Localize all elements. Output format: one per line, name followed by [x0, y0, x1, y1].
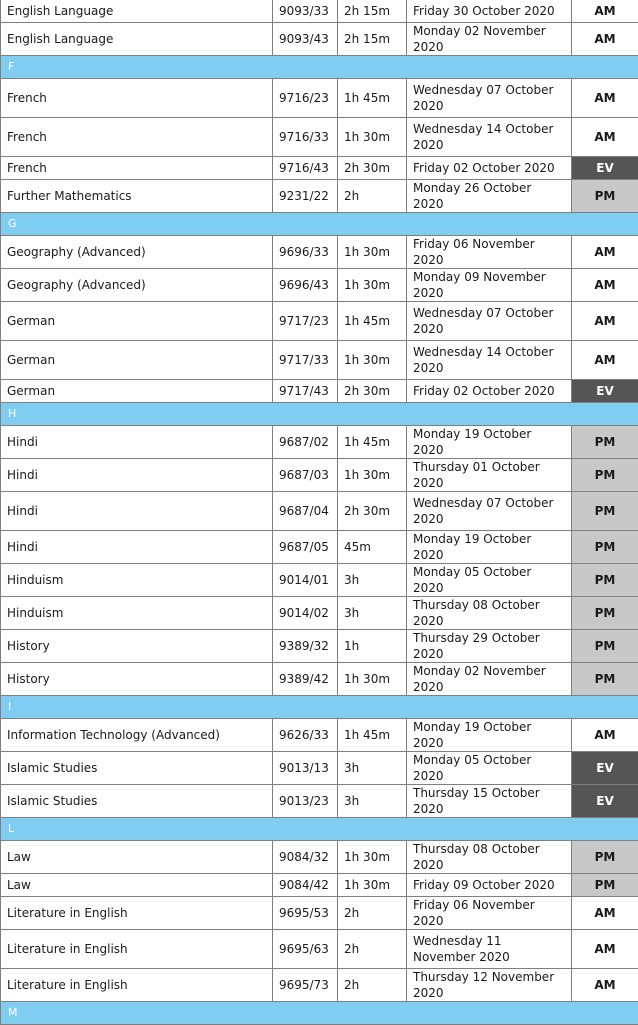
table-row	[1, 0, 638, 23]
session-badge: PM	[572, 597, 638, 630]
session-badge: PM	[572, 426, 638, 459]
date-cell: Monday 19 October 2020	[407, 426, 572, 459]
table-row	[1, 663, 638, 696]
subject-cell: Hinduism	[1, 564, 273, 597]
table-row	[1, 79, 638, 118]
session-badge: PM	[572, 564, 638, 597]
code-cell: 9626/33	[273, 719, 338, 752]
duration-cell: 3h	[338, 597, 407, 630]
subject-cell: Hindi	[1, 459, 273, 492]
date-cell: Friday 06 November 2020	[407, 897, 572, 930]
duration-cell: 1h 30m	[338, 874, 407, 897]
table-row	[1, 118, 638, 157]
session-badge: EV	[572, 752, 638, 785]
code-cell: 9687/04	[273, 492, 338, 531]
table-row	[1, 426, 638, 459]
date-cell: Wednesday 07 October 2020	[407, 492, 572, 531]
session-badge: AM	[572, 302, 638, 341]
code-cell: 9093/43	[273, 23, 338, 56]
code-cell: 9696/43	[273, 269, 338, 302]
subject-cell: Law	[1, 841, 273, 874]
duration-cell: 2h 15m	[338, 0, 407, 23]
code-cell: 9695/63	[273, 930, 338, 969]
duration-cell: 2h 30m	[338, 380, 407, 403]
subject-cell: German	[1, 302, 273, 341]
session-badge: AM	[572, 269, 638, 302]
table-row	[1, 841, 638, 874]
date-cell: Monday 09 November 2020	[407, 269, 572, 302]
duration-cell: 2h	[338, 897, 407, 930]
session-badge: AM	[572, 930, 638, 969]
code-cell: 9716/23	[273, 79, 338, 118]
subject-cell: Hinduism	[1, 597, 273, 630]
session-badge: AM	[572, 719, 638, 752]
duration-cell: 2h	[338, 180, 407, 213]
section-header-i	[1, 696, 638, 719]
table-row	[1, 897, 638, 930]
session-badge: AM	[572, 341, 638, 380]
date-cell: Friday 30 October 2020	[407, 0, 572, 23]
subject-cell: Islamic Studies	[1, 785, 273, 818]
date-cell: Thursday 08 October 2020	[407, 597, 572, 630]
date-cell: Wednesday 14 October 2020	[407, 341, 572, 380]
duration-cell: 3h	[338, 564, 407, 597]
date-cell: Friday 02 October 2020	[407, 380, 572, 403]
session-badge: AM	[572, 969, 638, 1002]
session-badge: EV	[572, 157, 638, 180]
code-cell: 9716/33	[273, 118, 338, 157]
duration-cell: 2h 30m	[338, 492, 407, 531]
date-cell: Thursday 15 October 2020	[407, 785, 572, 818]
date-cell: Monday 02 November 2020	[407, 23, 572, 56]
session-badge: EV	[572, 380, 638, 403]
subject-cell: Hindi	[1, 492, 273, 531]
section-header-f	[1, 56, 638, 79]
section-letter: F	[1, 56, 638, 79]
table-row	[1, 752, 638, 785]
code-cell: 9696/33	[273, 236, 338, 269]
subject-cell: Islamic Studies	[1, 752, 273, 785]
table-row	[1, 23, 638, 56]
duration-cell: 1h 30m	[338, 459, 407, 492]
duration-cell: 45m	[338, 531, 407, 564]
code-cell: 9717/33	[273, 341, 338, 380]
date-cell: Thursday 12 November 2020	[407, 969, 572, 1002]
code-cell: 9013/13	[273, 752, 338, 785]
code-cell: 9695/53	[273, 897, 338, 930]
section-header-l	[1, 818, 638, 841]
date-cell: Friday 02 October 2020	[407, 157, 572, 180]
date-cell: Wednesday 11 November 2020	[407, 930, 572, 969]
subject-cell: Hindi	[1, 426, 273, 459]
code-cell: 9231/22	[273, 180, 338, 213]
code-cell: 9687/02	[273, 426, 338, 459]
date-cell: Thursday 08 October 2020	[407, 841, 572, 874]
subject-cell: History	[1, 630, 273, 663]
code-cell: 9695/73	[273, 969, 338, 1002]
duration-cell: 1h 45m	[338, 426, 407, 459]
date-cell: Monday 05 October 2020	[407, 752, 572, 785]
subject-cell: French	[1, 118, 273, 157]
date-cell: Wednesday 07 October 2020	[407, 302, 572, 341]
date-cell: Thursday 29 October 2020	[407, 630, 572, 663]
table-row	[1, 341, 638, 380]
code-cell: 9013/23	[273, 785, 338, 818]
table-row	[1, 564, 638, 597]
code-cell: 9389/42	[273, 663, 338, 696]
date-cell: Monday 19 October 2020	[407, 719, 572, 752]
table-row	[1, 492, 638, 531]
session-badge: PM	[572, 492, 638, 531]
subject-cell: English Language	[1, 0, 273, 23]
section-letter: H	[1, 403, 638, 426]
subject-cell: Literature in English	[1, 930, 273, 969]
duration-cell: 1h 30m	[338, 663, 407, 696]
section-letter: I	[1, 696, 638, 719]
code-cell: 9389/32	[273, 630, 338, 663]
duration-cell: 1h 30m	[338, 841, 407, 874]
section-header-g	[1, 213, 638, 236]
subject-cell: Law	[1, 874, 273, 897]
subject-cell: French	[1, 157, 273, 180]
session-badge: AM	[572, 79, 638, 118]
subject-cell: Geography (Advanced)	[1, 236, 273, 269]
duration-cell: 1h 30m	[338, 236, 407, 269]
session-badge: PM	[572, 459, 638, 492]
duration-cell: 1h 45m	[338, 302, 407, 341]
session-badge: PM	[572, 874, 638, 897]
duration-cell: 2h 15m	[338, 23, 407, 56]
table-row	[1, 302, 638, 341]
duration-cell: 2h 30m	[338, 157, 407, 180]
table-row	[1, 785, 638, 818]
subject-cell: Hindi	[1, 531, 273, 564]
subject-cell: German	[1, 380, 273, 403]
duration-cell: 1h 30m	[338, 118, 407, 157]
subject-cell: English Language	[1, 23, 273, 56]
duration-cell: 2h	[338, 969, 407, 1002]
duration-cell: 1h	[338, 630, 407, 663]
duration-cell: 1h 30m	[338, 341, 407, 380]
code-cell: 9014/01	[273, 564, 338, 597]
duration-cell: 2h	[338, 930, 407, 969]
section-header-h	[1, 403, 638, 426]
table-row	[1, 874, 638, 897]
session-badge: PM	[572, 630, 638, 663]
table-row	[1, 269, 638, 302]
date-cell: Wednesday 14 October 2020	[407, 118, 572, 157]
code-cell: 9687/05	[273, 531, 338, 564]
subject-cell: Information Technology (Advanced)	[1, 719, 273, 752]
table-row	[1, 930, 638, 969]
duration-cell: 3h	[338, 785, 407, 818]
table-row	[1, 630, 638, 663]
code-cell: 9084/32	[273, 841, 338, 874]
subject-cell: French	[1, 79, 273, 118]
section-letter: L	[1, 818, 638, 841]
duration-cell: 3h	[338, 752, 407, 785]
section-letter: G	[1, 213, 638, 236]
table-row	[1, 459, 638, 492]
code-cell: 9084/42	[273, 874, 338, 897]
subject-cell: German	[1, 341, 273, 380]
session-badge: AM	[572, 118, 638, 157]
session-badge: EV	[572, 785, 638, 818]
table-row	[1, 597, 638, 630]
code-cell: 9014/02	[273, 597, 338, 630]
code-cell: 9717/43	[273, 380, 338, 403]
table-row	[1, 719, 638, 752]
date-cell: Monday 26 October 2020	[407, 180, 572, 213]
table-row	[1, 157, 638, 180]
table-row	[1, 236, 638, 269]
duration-cell: 1h 30m	[338, 269, 407, 302]
date-cell: Monday 02 November 2020	[407, 663, 572, 696]
code-cell: 9717/23	[273, 302, 338, 341]
session-badge: PM	[572, 841, 638, 874]
session-badge: AM	[572, 897, 638, 930]
code-cell: 9716/43	[273, 157, 338, 180]
duration-cell: 1h 45m	[338, 79, 407, 118]
section-header-m	[1, 1002, 638, 1025]
table-row	[1, 531, 638, 564]
code-cell: 9093/33	[273, 0, 338, 23]
subject-cell: Literature in English	[1, 969, 273, 1002]
duration-cell: 1h 45m	[338, 719, 407, 752]
subject-cell: Literature in English	[1, 897, 273, 930]
date-cell: Friday 06 November 2020	[407, 236, 572, 269]
timetable-body	[1, 0, 638, 1025]
session-badge: PM	[572, 531, 638, 564]
date-cell: Thursday 01 October 2020	[407, 459, 572, 492]
session-badge: PM	[572, 180, 638, 213]
session-badge: AM	[572, 236, 638, 269]
table-row	[1, 380, 638, 403]
session-badge: AM	[572, 23, 638, 56]
table-row	[1, 969, 638, 1002]
section-letter: M	[1, 1002, 638, 1025]
date-cell: Monday 19 October 2020	[407, 531, 572, 564]
table-row	[1, 180, 638, 213]
date-cell: Friday 09 October 2020	[407, 874, 572, 897]
code-cell: 9687/03	[273, 459, 338, 492]
subject-cell: Geography (Advanced)	[1, 269, 273, 302]
subject-cell: History	[1, 663, 273, 696]
session-badge: PM	[572, 663, 638, 696]
date-cell: Wednesday 07 October 2020	[407, 79, 572, 118]
date-cell: Monday 05 October 2020	[407, 564, 572, 597]
subject-cell: Further Mathematics	[1, 180, 273, 213]
session-badge: AM	[572, 0, 638, 23]
